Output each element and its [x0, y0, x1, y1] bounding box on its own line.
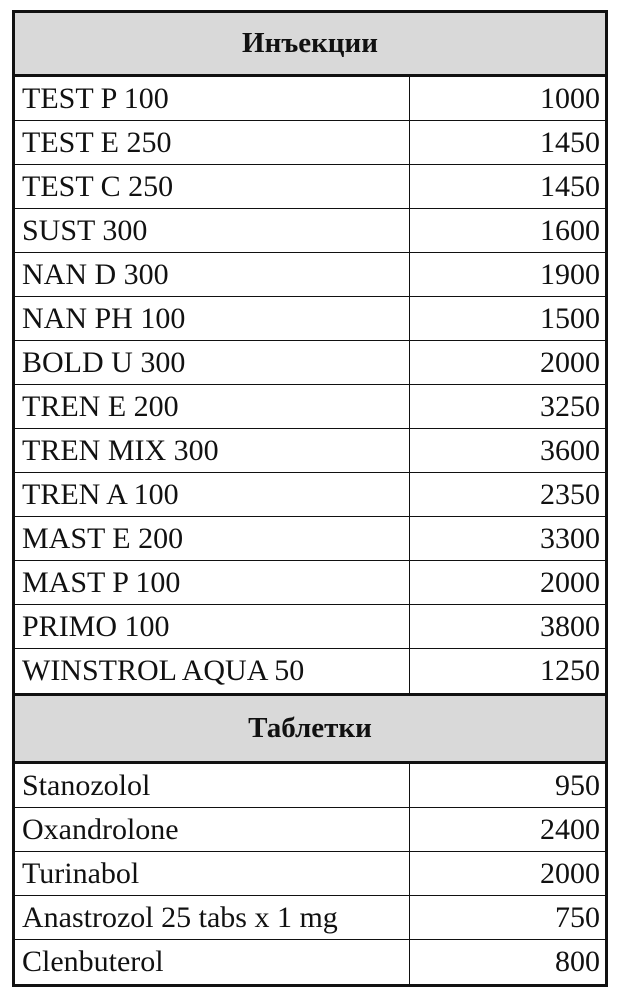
product-name-cell: TEST P 100 [15, 77, 410, 120]
table-row [15, 385, 605, 429]
price-cell: 1450 [540, 125, 600, 159]
table-row [15, 253, 605, 297]
tablets-rows [15, 764, 605, 984]
table-row [15, 165, 605, 209]
product-name-cell: SUST 300 [15, 209, 410, 252]
price-table [12, 10, 608, 987]
section-title: Таблетки [248, 712, 372, 744]
table-row [15, 649, 605, 693]
price-cell: 3300 [540, 521, 600, 555]
price-cell: 3800 [540, 609, 600, 643]
product-name-cell: TEST E 250 [15, 121, 410, 164]
product-name-cell: TREN A 100 [15, 473, 410, 516]
price-cell: 800 [555, 945, 600, 978]
product-name-cell: TREN E 200 [15, 385, 410, 428]
table-row [15, 121, 605, 165]
product-name-cell: PRIMO 100 [15, 605, 410, 648]
price-cell: 1900 [540, 257, 600, 291]
product-name-cell: TEST C 250 [15, 165, 410, 208]
section-header-tablets [15, 693, 605, 764]
table-row [15, 561, 605, 605]
price-cell: 2000 [540, 345, 600, 379]
table-row [15, 209, 605, 253]
table-row [15, 808, 605, 852]
table-row [15, 77, 605, 121]
product-name-cell: TREN MIX 300 [15, 429, 410, 472]
product-name-cell: WINSTROL AQUA 50 [15, 649, 410, 693]
price-cell: 1450 [540, 169, 600, 203]
product-name-cell: NAN D 300 [15, 253, 410, 296]
product-name-cell: MAST P 100 [15, 561, 410, 604]
price-cell: 950 [555, 768, 600, 802]
table-row [15, 940, 605, 984]
table-row [15, 605, 605, 649]
price-cell: 2000 [540, 856, 600, 890]
price-cell: 750 [555, 900, 600, 934]
table-row [15, 896, 605, 940]
product-name-cell: Anastrozol 25 tabs x 1 mg [15, 896, 410, 939]
price-cell: 2350 [540, 477, 600, 511]
table-row [15, 764, 605, 808]
price-cell: 1250 [540, 654, 600, 687]
product-name-cell: Turinabol [15, 852, 410, 895]
section-header-injections [15, 13, 605, 77]
price-cell: 1000 [540, 81, 600, 115]
product-name-cell: Stanozolol [15, 764, 410, 807]
price-cell: 3250 [540, 389, 600, 423]
table-row [15, 852, 605, 896]
price-cell: 2000 [540, 565, 600, 599]
injections-rows [15, 77, 605, 693]
table-row [15, 297, 605, 341]
product-name-cell: NAN PH 100 [15, 297, 410, 340]
product-name-cell: Oxandrolone [15, 808, 410, 851]
price-cell: 1600 [540, 213, 600, 247]
price-cell: 2400 [540, 812, 600, 846]
table-row [15, 341, 605, 385]
table-row [15, 517, 605, 561]
price-cell: 1500 [540, 301, 600, 335]
table-row [15, 429, 605, 473]
price-cell: 3600 [540, 433, 600, 467]
product-name-cell: MAST E 200 [15, 517, 410, 560]
section-title: Инъекции [242, 27, 378, 59]
table-row [15, 473, 605, 517]
product-name-cell: BOLD U 300 [15, 341, 410, 384]
product-name-cell: Clenbuterol [15, 940, 410, 984]
